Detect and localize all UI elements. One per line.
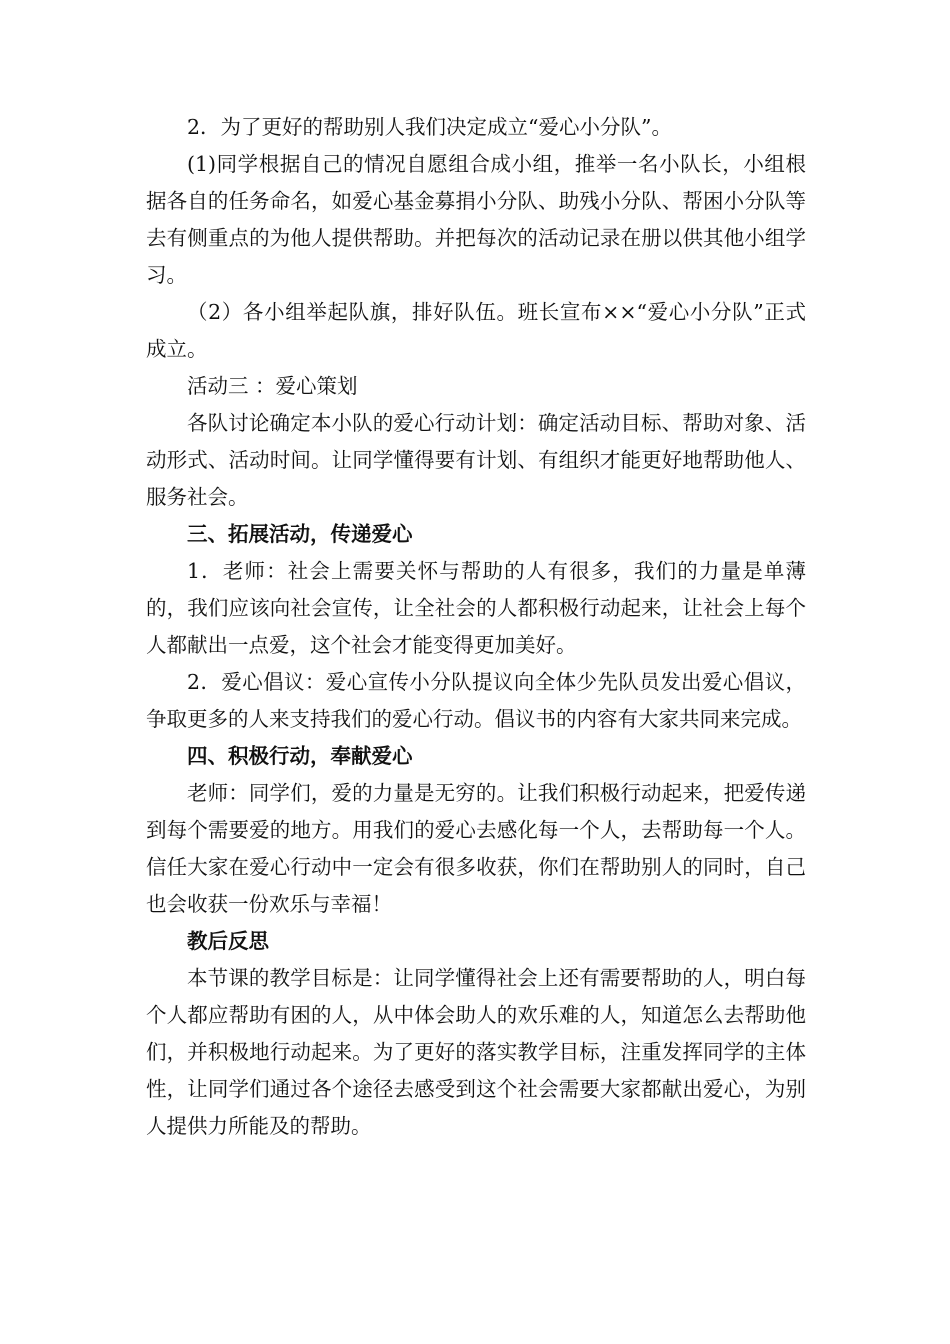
paragraph-teacher-love: 老师：同学们，爱的力量是无穷的。让我们积极行动起来，把爱传递到每个需要爱的地方。用我们的爱心去感化每一个人，去帮助每一个人。信任大家在爱心行动中一定会有很多收获，你们在帮助别人的同时，自己也会收获一份欢乐与幸福！ [146,781,806,916]
paragraph-teacher-society: 1．老师：社会上需要关怀与帮助的人有很多，我们的力量是单薄的，我们应该向社会宣传，让全社会的人都积极行动起来，让社会上每个人都献出一点爱，这个社会才能变得更加美好。 [146,559,806,657]
paragraph-group-formation: (1)同学根据自己的情况自愿组合成小组，推举一名小队长，小组根据各自的任务命名，如爱心基金募捐小分队、助残小分队、帮困小分队等去有侧重点的为他人提供帮助。并把每次的活动记录在册以供其他小组学习。 [146,152,806,287]
activity-three-title: 活动三 ：爱心策划 [187,374,358,398]
paragraph-planning: 各队讨论确定本小队的爱心行动计划：确定活动目标、帮助对象、活动形式、活动时间。让同学懂得要有计划、有组织才能更好地帮助他人、服务社会。 [146,411,806,509]
section-heading-three: 三、拓展活动，传递爱心 [187,522,413,546]
paragraph-volunteer-team: 2．为了更好的帮助别人我们决定成立“爱心小分队”。 [187,115,673,139]
paragraph-initiative: 2．爱心倡议：爱心宣传小分队提议向全体少先队员发出爱心倡议，争取更多的人来支持我们的爱心行动。倡议书的内容有大家共同来完成。 [146,670,806,731]
paragraph-reflection: 本节课的教学目标是：让同学懂得社会上还有需要帮助的人，明白每个人都应帮助有困的人，从中体会助人的欢乐难的人，知道怎么去帮助他们，并积极地行动起来。为了更好的落实教学目标，注重发挥同学的主体性，让同学们通过各个途径去感受到这个社会需要大家都献出爱心，为别人提供力所能及的帮助。 [146,966,806,1138]
section-heading-reflection: 教后反思 [187,929,269,953]
document-page [146,109,806,1145]
section-heading-four: 四、积极行动，奉献爱心 [187,744,413,768]
paragraph-team-established: （2）各小组举起队旗，排好队伍。班长宣布××“爱心小分队”正式成立。 [146,300,806,361]
